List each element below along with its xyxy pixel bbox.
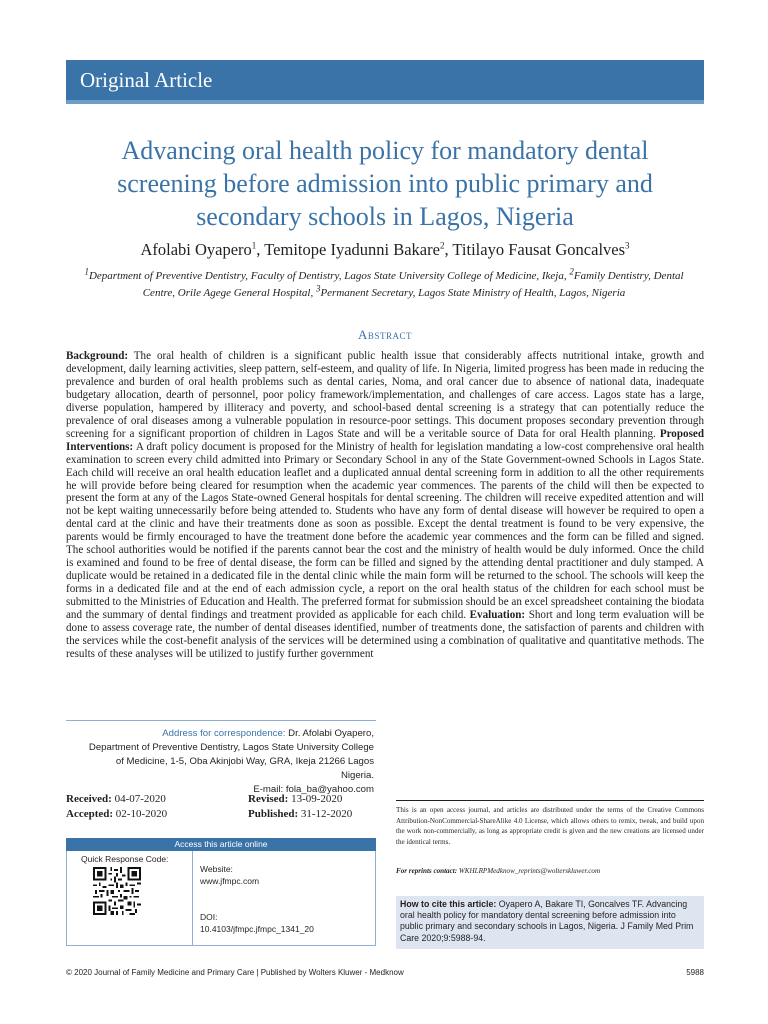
correspondence-box — [66, 720, 376, 795]
qr-code-icon[interactable] — [93, 867, 141, 915]
reprints-label: For reprints contact: — [396, 867, 458, 875]
website-link[interactable]: www.jfmpc.com — [200, 876, 260, 886]
affiliation-3: Permanent Secretary, Lagos State Ministry of Health, Lagos, Nigeria — [320, 287, 626, 299]
access-divider — [192, 851, 193, 945]
received-label: Received: — [66, 793, 112, 805]
affil-sup: 2 — [569, 266, 574, 277]
abstract-label-background: Background: — [66, 350, 129, 362]
doi-label: DOI: — [200, 912, 218, 922]
correspondence-line-3: Nigeria. — [340, 770, 374, 781]
doi-link[interactable]: 10.4103/jfmpc.jfmpc_1341_20 — [200, 924, 314, 934]
article-title: Advancing oral health policy for mandatory dental screening before admission into public primary and secondary schools in Lagos, Nigeria — [117, 136, 653, 231]
page-number: 5988 — [686, 968, 704, 977]
page-footer — [66, 968, 704, 977]
access-online-box — [66, 851, 376, 946]
author-list: Afolabi Oyapero$^1$, Temitope Iyadunni Bakare$^2$, Titilayo Fausat Goncalves$^3$ — [140, 240, 630, 259]
abstract-interventions: A draft policy document is proposed for the Ministry of health for legislation mandating a low-cost comprehensive oral health examination to screen every child admitted into Primary or Secondary School in any of the State Government-owned Schools in Lagos State. Each child will receive an oral health education leaflet and a duplicated annual dental screening form in addition to all the other requirements he will provide before being cleared for resumption when the academic year commences. The parents of the child will then be expected to present the form at any of the Lagos State-owned General hospitals for dental screening. The children will receive expedited attention and will not be kept waiting unnecessarily before being attended to. Students who have any form of dental disease will however be required to open a dental card at the clinic and have their treatments done as soon as possible. Except the dental treatment is found to be very expensive, the parents would be firmly encouraged to have the treatment done before the academic year commences and the form can be filled and signed. The school authorities would be notified if the parents cannot bear the cost and the ministry of health would be duly informed. Once the child is examined and found to be free of dental disease, the form can be filled and signed by the attending dental practitioner and duly stamped. A duplicate would be retained in a dedicated file in the dental clinic while the main form will be returned to the school. The schools will keep the forms in a dedicated file and at the end of each admission cycle, a report on the oral health status of the children for each school must be submitted to the Ministries of Education and Health. The preferred format for submission should be an excel spreadsheet containing the biodata and the summary of dental findings and treatment provided as applicable for each child. — [66, 440, 704, 622]
license-notice: This is an open access journal, and articles are distributed under the terms of the Creative Commons Attribution-NonCommercial-ShareAlike 4.0 License, which allows others to remix, tweak, and build upon the work non-commercially, as long as appropriate credit is given and the new creations are licensed under the identical terms. — [396, 800, 704, 847]
citation-label: How to cite this article: — [400, 899, 497, 909]
author-sup: 2 — [439, 240, 445, 251]
access-online-bar: Access this article online — [66, 838, 376, 851]
abstract-body — [66, 350, 704, 661]
citation-text: Oyapero A, Bakare TI, Goncalves TF. Advancing oral health policy for mandatory dental screening before admission into public primary and secondary schools in Lagos, Nigeria. J Family Med Prim Care 2020;9:5988-94. — [400, 899, 694, 943]
accepted-label: Accepted: — [66, 808, 114, 820]
abstract-label-evaluation: Evaluation: — [469, 609, 526, 622]
abstract-background: The oral health of children is a significant public health issue that considerably affects nutritional intake, growth and development, daily learning activities, sleep pattern, self-esteem, and quality of life. In Nigeria, limited progress has been made in reducing the prevalence and burden of oral health problems such as dental caries, Noma, and oral cancer due to absence of national data, inadequate budgetary allocation, dearth of personnel, poor policy framework/implementation, and challenges of care access. Lagos state has a large, diverse population, hampered by illiteracy and poverty, and school-based dental screening is a strategy that can potentially reduce the prevalence of oral diseases among a vulnerable population in resource-poor settings. This document proposes secondary prevention through screening for a significant proportion of children in Lagos State and will be a veritable source of Data for oral Health planning. — [66, 350, 704, 440]
footer-copyright: © 2020 Journal of Family Medicine and Primary Care | Published by Wolters Kluwer - Medknow — [66, 968, 404, 977]
published-date: 31-12-2020 — [300, 808, 353, 820]
author-name: Titilayo Fausat Goncalves — [452, 240, 626, 259]
qr-label: Quick Response Code: — [81, 854, 169, 864]
received-date: 04-07-2020 — [114, 793, 166, 805]
affil-sup: 1 — [84, 266, 89, 277]
abstract-evaluation: Short and long term evaluation will be done to assess coverage rate, the number of dental diseases identified, number of treatments done, the satisfaction of parents and children with the services while the cost-benefit analysis of the services will be determined using a combination of qualitative and quantitative methods. The results of these analyses will be utilized to justify further government — [66, 609, 705, 660]
article-type-label: Original Article — [80, 68, 213, 92]
published-label: Published: — [248, 808, 299, 820]
affiliation-2: Family Dentistry, Dental Centre, Orile Agege General Hospital, — [142, 270, 684, 299]
reprints-contact — [396, 866, 704, 876]
website-label: Website: — [200, 864, 233, 874]
affiliation-1: Department of Preventive Dentistry, Faculty of Dentistry, Lagos State University College of Medicine, Ikeja, — [88, 270, 567, 282]
correspondence-name: Dr. Afolabi Oyapero, — [288, 728, 374, 739]
revised-label: Revised: — [248, 793, 289, 805]
correspondence-label: Address for correspondence: — [162, 728, 286, 739]
article-dates — [66, 792, 376, 822]
accepted-date: 02-10-2020 — [115, 808, 168, 820]
correspondence-email[interactable]: E-mail: fola_ba@yahoo.com — [253, 784, 374, 795]
correspondence-line-2: of Medicine, 1-5, Oba Akinjobi Way, GRA, Ikeja 21266 Lagos — [115, 756, 374, 767]
author-sup: 1 — [251, 240, 257, 251]
affiliations — [72, 268, 696, 302]
author-sup: 3 — [625, 240, 630, 251]
citation-box — [396, 896, 704, 949]
article-type-banner — [66, 60, 704, 104]
reprints-email[interactable]: WKHLRPMedknow_reprints@wolterskluwer.com — [458, 867, 601, 875]
author-name: Afolabi Oyapero — [140, 240, 252, 259]
abstract-heading: Abstract — [358, 327, 412, 342]
author-name: Temitope Iyadunni Bakare — [264, 240, 440, 259]
revised-date: 13-09-2020 — [291, 793, 343, 805]
abstract-label-interventions: Proposed Interventions: — [66, 427, 704, 453]
correspondence-line-1: Department of Preventive Dentistry, Lagos State University College — [88, 742, 374, 753]
affil-sup: 3 — [315, 283, 321, 294]
